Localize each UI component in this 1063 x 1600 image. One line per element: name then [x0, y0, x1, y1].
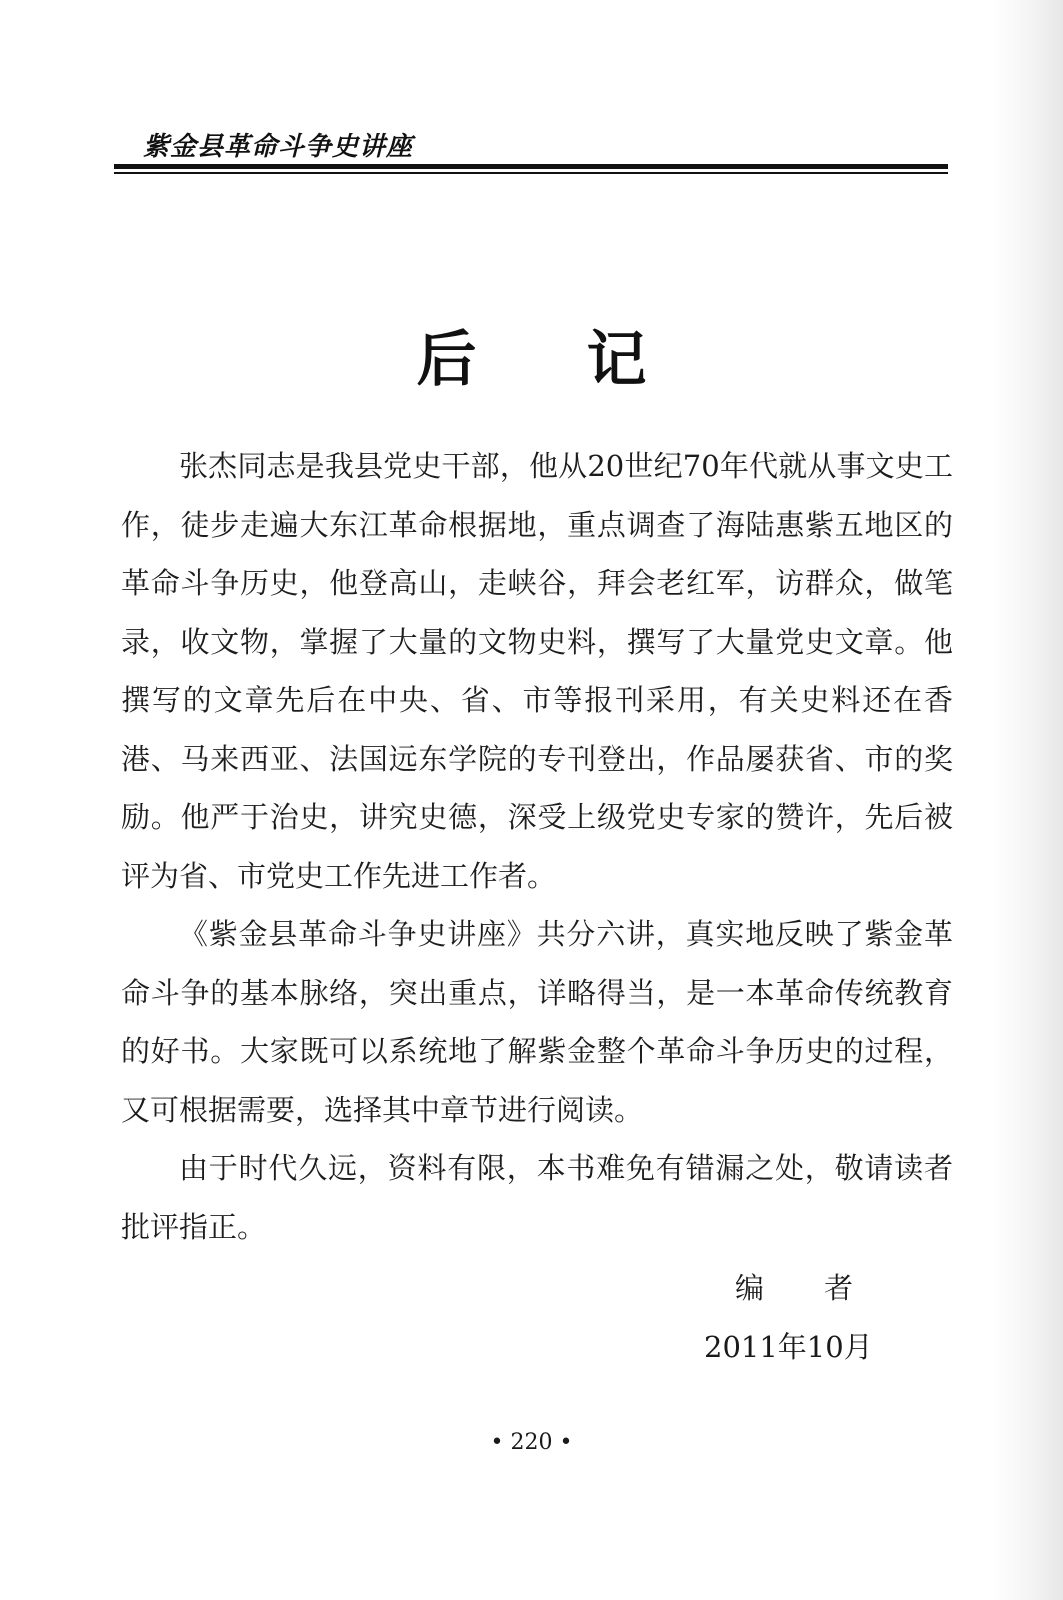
header-rule-thin [114, 172, 948, 174]
signature-date: 2011年10月 [704, 1330, 873, 1364]
paragraph-3: 由于时代久远，资料有限，本书难免有错漏之处，敬请读者批评指正。 [121, 1151, 953, 1244]
paragraph-1: 张杰同志是我县党史干部，他从20世纪70年代就从事文史工作，徒步走遍大东江革命根据地，重点调查了海陆惠紫五地区的革命斗争历史，他登高山，走峡谷，拜会老红军，访群众，做笔录，收文物，掌握了大量的文物史料，撰写了大量党史文章。他撰写的文章先后在中央、省、市等报刊采用，有关史料还在香港、马来西亚、法国远东学院的专刊登出，作品屡获省、市的奖励。他严于治史，讲究史德，深受上级党史专家的赞许，先后被评为省、市党史工作先进工作者。 [121, 449, 953, 893]
page-number: • 220 • [490, 1430, 573, 1455]
paragraph-2: 《紫金县革命斗争史讲座》共分六讲，真实地反映了紫金革命斗争的基本脉络，突出重点，详略得当，是一本革命传统教育的好书。大家既可以系统地了解紫金整个革命斗争历史的过程，又可根据需要，选择其中章节进行阅读。 [121, 917, 953, 1127]
signature-author: 编者 [735, 1271, 914, 1305]
page-edge-shadow [993, 0, 1063, 1600]
chapter-title: 后记 [416, 325, 757, 395]
body-text [121, 437, 953, 1256]
running-header-title: 紫金县革命斗争史讲座 [143, 132, 414, 162]
header-rule-thick [114, 164, 948, 169]
